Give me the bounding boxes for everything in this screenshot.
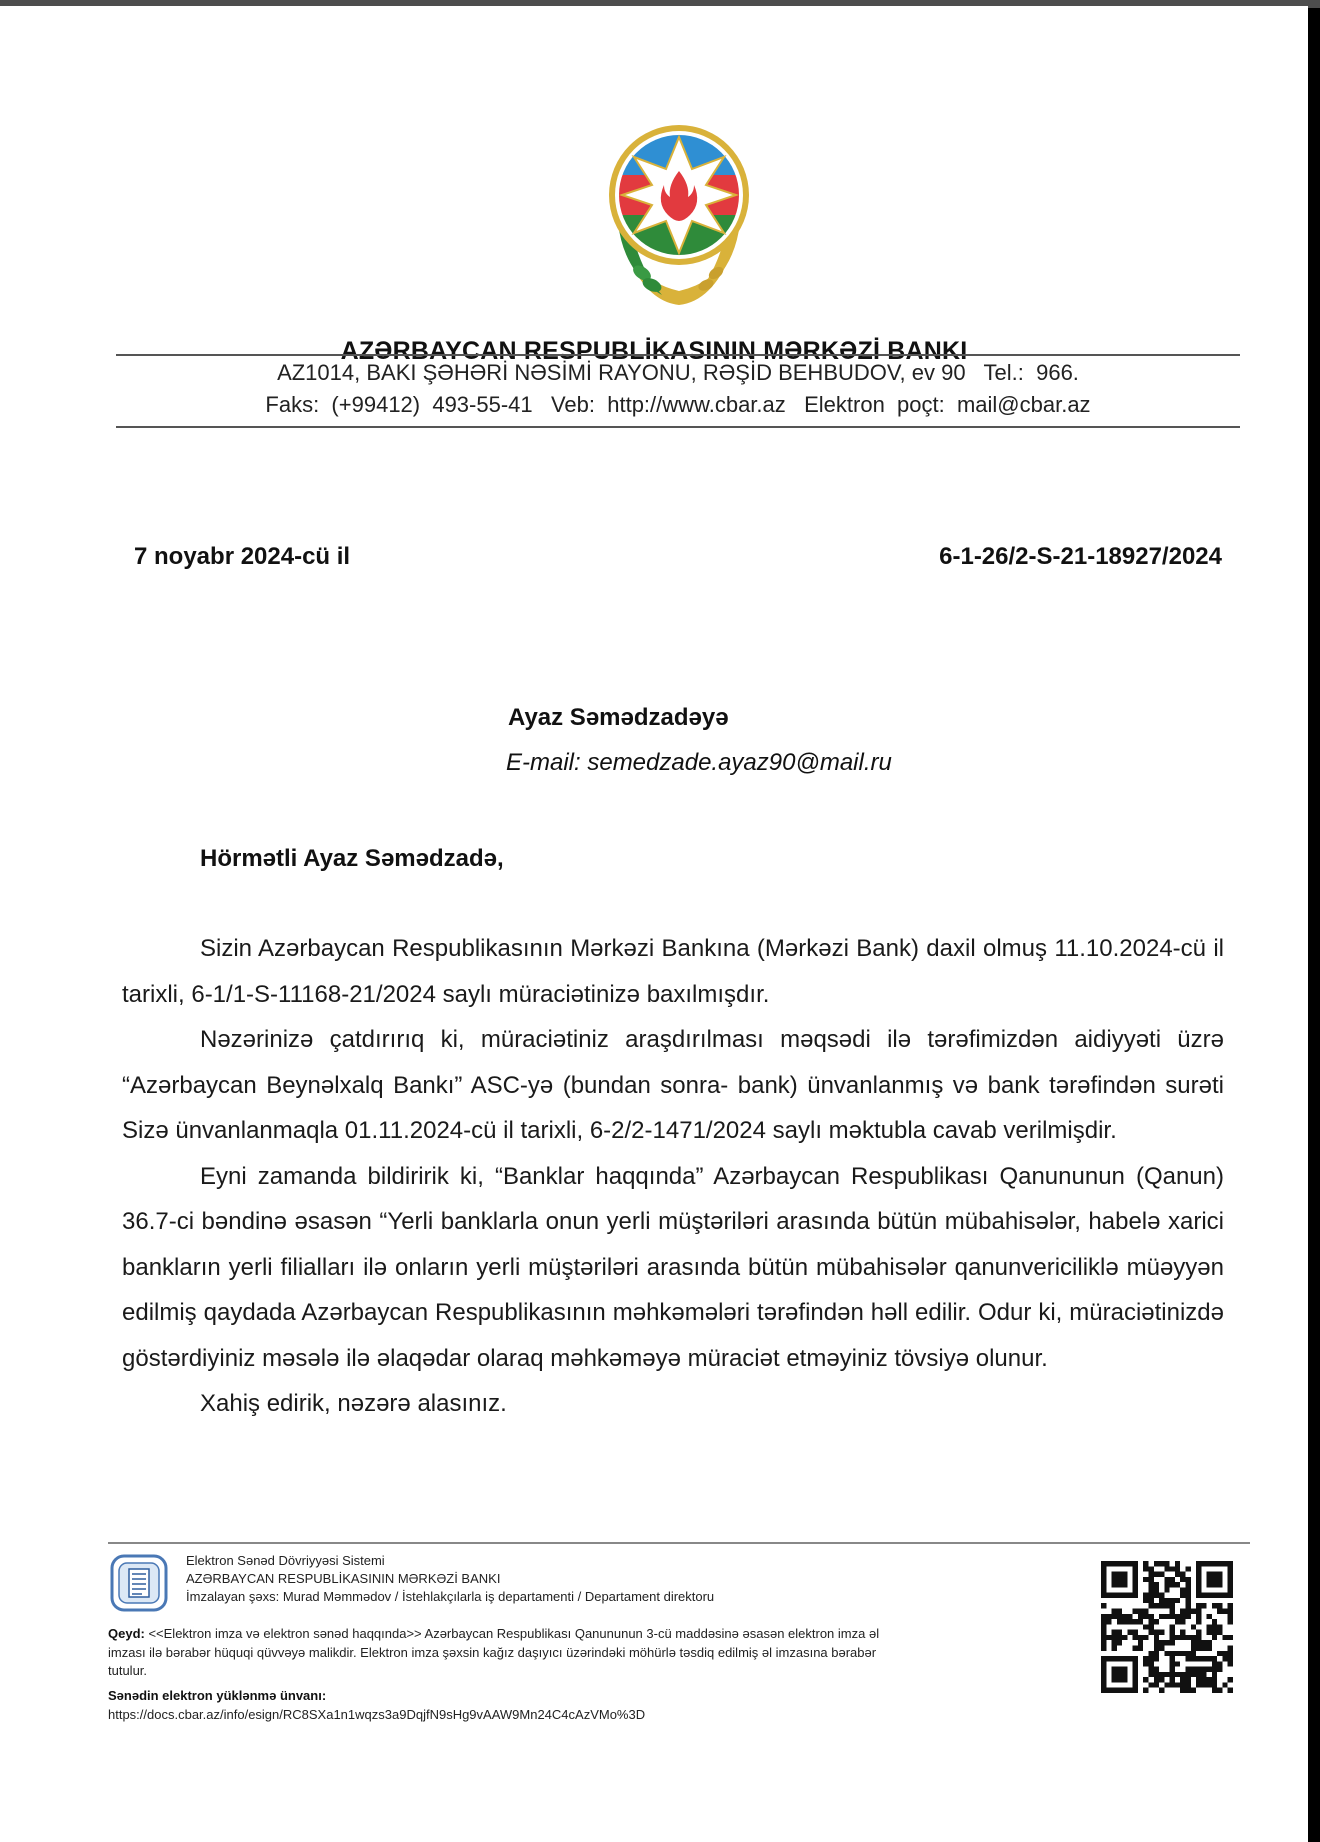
footer-divider bbox=[108, 1542, 1250, 1544]
contact-line: Faks: (+99412) 493-55-41 Veb: http://www.cbar.az Elektron poçt: mail@cbar.az bbox=[265, 392, 1091, 417]
note-label: Qeyd: bbox=[108, 1626, 145, 1641]
eds-signer: İmzalayan şəxs: Murad Məmmədov / İstehlakçılarla iş departamenti / Departament direktoru bbox=[186, 1589, 715, 1604]
letter-date: 7 noyabr 2024-cü il bbox=[134, 543, 351, 570]
document-page bbox=[0, 6, 1308, 1842]
header-divider-top bbox=[116, 354, 1240, 356]
download-link-url[interactable]: https://docs.cbar.az/info/esign/RC8SXa1n1wqzs3a9DqjfN9sHg9vAAW9Mn24C4cAzVMo%3D bbox=[108, 1707, 646, 1722]
note-text: <<Elektron imza və elektron sənəd haqqında>> Azərbaycan Respublikası Qanununun 3-cü maddəsinə əsasən elektron imza əl imzası ilə bərabər hüquqi qüvvəyə malikdir. Elektron imza şəxsin kağız daşıyıcı üzərindəki möhürlə təsdiq edilmiş əl imzasına bərabər tutulur. bbox=[108, 1626, 880, 1678]
paragraph: Sizin Azərbaycan Respublikasının Mərkəzi Bankına (Mərkəzi Bank) daxil olmuş 11.10.2024-cü il tarixli, 6-1/1-S-11168-21/2024 saylı müraciətinizə baxılmışdır. bbox=[122, 935, 1224, 1008]
paragraph: Eyni zamanda bildiririk ki, “Banklar haqqında” Azərbaycan Respublikası Qanununun (Qanun) 36.7-ci bəndinə əsasən “Yerli banklarla onun yerli müştəriləri arasında bütün mübahisələr, habelə xarici bankların yerli filialları ilə onların yerli müştəriləri arasında bütün mübahisələr qanunvericiliklə müəyyən edilmiş qaydada Azərbaycan Respublikasının məhkəmələri tərəfindən həll edilir. Odur ki, müraciətinizdə göstərdiyiniz məsələ ilə əlaqədar olaraq məhkəməyə müraciət etməyiniz tövsiyə olunur. bbox=[122, 1162, 1224, 1372]
eds-org-name: AZƏRBAYCAN RESPUBLİKASININ MƏRKƏZİ BANKI bbox=[186, 1571, 501, 1586]
salutation: Hörmətli Ayaz Səmədzadə, bbox=[200, 845, 504, 872]
recipient-name: Ayaz Səmədzadəyə bbox=[508, 704, 729, 731]
coat-of-arms-icon bbox=[602, 123, 756, 307]
eds-info bbox=[186, 1552, 714, 1606]
paragraph: Xahiş edirik, nəzərə alasınız. bbox=[200, 1390, 507, 1417]
paragraph: Nəzərinizə çatdırırıq ki, müraciətiniz araşdırılması məqsədi ilə tərəfimizdən aidiyyəti üzrə “Azərbaycan Beynəlxalq Bankı” ASC-yə (bundan sonra- bank) ünvanlanmış və bank tərəfindən surəti Sizə ünvanlanmaqla 01.11.2024-cü il tarixli, 6-2/2-1471/2024 saylı məktubla cavab verilmişdir. bbox=[122, 1026, 1224, 1144]
document-system-icon bbox=[110, 1554, 168, 1612]
download-link-label: Sənədin elektron yüklənmə ünvanı: bbox=[108, 1688, 327, 1703]
legal-note bbox=[108, 1625, 908, 1681]
header-divider-bottom bbox=[116, 426, 1240, 428]
letter-body bbox=[122, 926, 1224, 1427]
organization-title: AZƏRBAYCAN RESPUBLİKASININ MƏRKƏZİ BANKI bbox=[340, 337, 968, 365]
reference-number: 6-1-26/2-S-21-18927/2024 bbox=[939, 543, 1222, 570]
recipient-email: E-mail: semedzade.ayaz90@mail.ru bbox=[506, 749, 892, 776]
eds-system-name: Elektron Sənəd Dövriyyəsi Sistemi bbox=[186, 1553, 385, 1568]
address-line: AZ1014, BAKI ŞƏHƏRİ NƏSİMİ RAYONU, RƏŞİD BEHBUDOV, ev 90 Tel.: 966. bbox=[277, 360, 1079, 385]
qr-code bbox=[1101, 1561, 1233, 1693]
